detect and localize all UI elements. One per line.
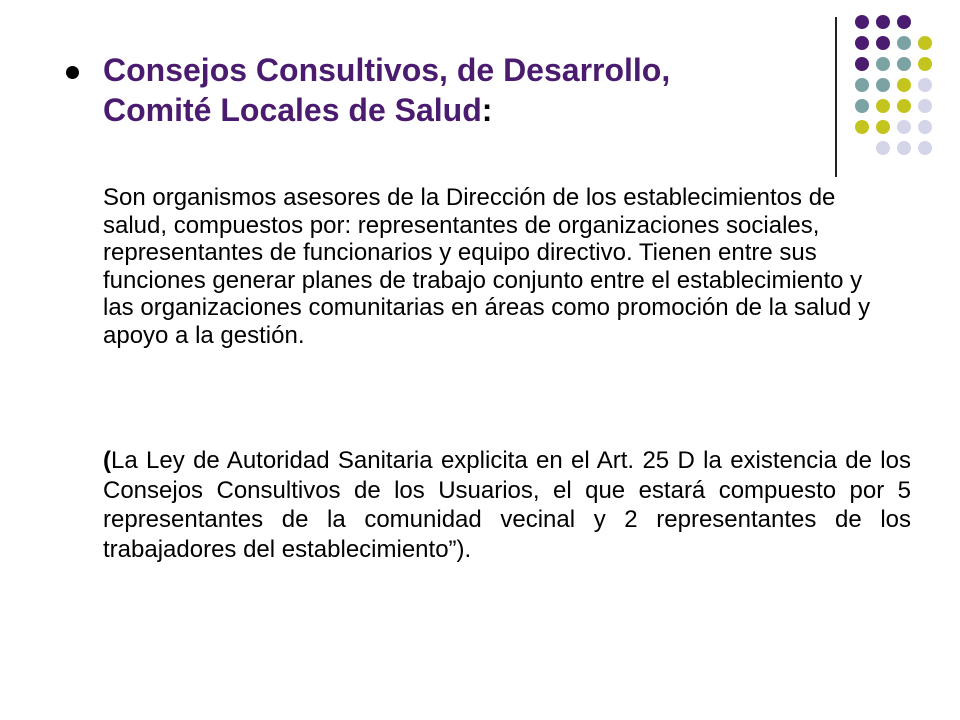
decorative-dot (918, 99, 932, 113)
decorative-dot (897, 57, 911, 71)
decorative-dot (918, 78, 932, 92)
title-line-1: Consejos Consultivos, de Desarrollo, (103, 52, 671, 88)
decorative-dot (855, 78, 869, 92)
decorative-dot (897, 15, 911, 29)
decorative-dot (918, 120, 932, 134)
decorative-dot (876, 141, 890, 155)
decorative-dot (876, 99, 890, 113)
decorative-dot (876, 120, 890, 134)
decorative-dot (855, 99, 869, 113)
decorative-dot (897, 99, 911, 113)
decorative-dot (897, 141, 911, 155)
decorative-dot (918, 141, 932, 155)
decorative-dot (876, 15, 890, 29)
vertical-divider (835, 17, 837, 177)
decorative-dot (918, 57, 932, 71)
slide-title (103, 50, 823, 130)
decorative-dot (855, 36, 869, 50)
decorative-dot (876, 36, 890, 50)
decorative-dot (876, 57, 890, 71)
decorative-dot (855, 15, 869, 29)
decorative-dot (855, 120, 869, 134)
title-line-2: Comité Locales de Salud (103, 92, 482, 128)
decorative-dot (918, 36, 932, 50)
law-paragraph (103, 446, 911, 564)
bullet-icon (66, 66, 79, 79)
decorative-dot (897, 78, 911, 92)
decorative-dot (855, 57, 869, 71)
decorative-dot (897, 36, 911, 50)
title-colon: : (481, 92, 493, 128)
opening-parenthesis: ( (103, 447, 111, 474)
law-paragraph-text: La Ley de Autoridad Sanitaria explicita en el Art. 25 D la existencia de los Consejos Consultivos de los Usuarios, el que estará compuesto por 5 representantes de la comunidad vecinal y 2 representantes de los trabajadores del establecimiento”). (103, 447, 911, 563)
description-paragraph: Son organismos asesores de la Dirección de los establecimientos de salud, compuestos por: representantes de organizaciones sociales, representantes de funcionarios y equipo directivo. Tienen entre sus funciones generar planes de trabajo conjunto entre el establecimiento y las organizaciones comunitarias en áreas como promoción de la salud y apoyo a la gestión. (103, 184, 871, 349)
decorative-dot (897, 120, 911, 134)
decorative-dot (876, 78, 890, 92)
